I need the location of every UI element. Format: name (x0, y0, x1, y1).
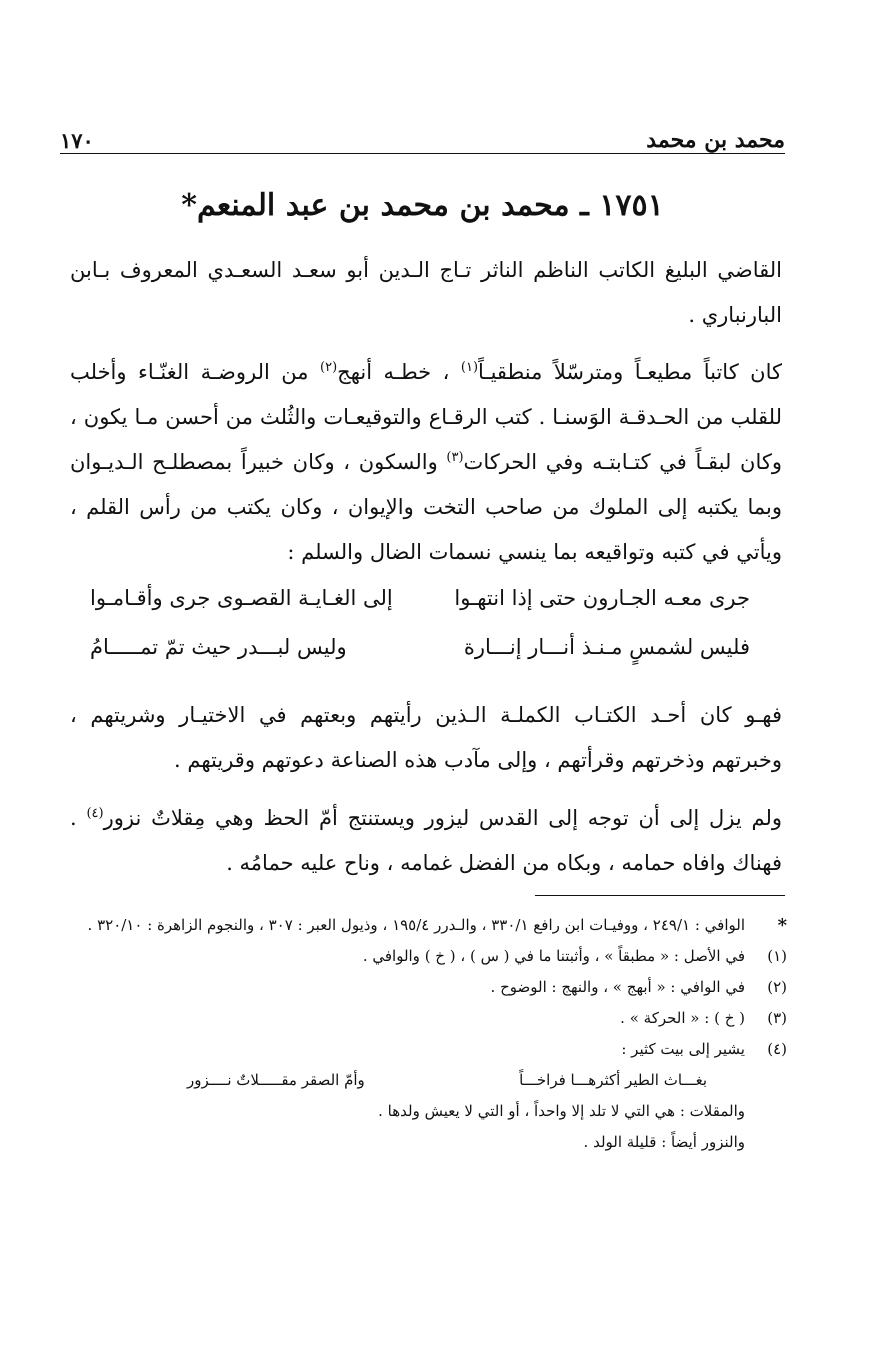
text-run: كان كاتباً مطيعـاً ومترسّلاً منطقيـاً (478, 360, 782, 384)
footnotes (62, 910, 787, 1158)
verse-hemistich-second: وأمّ الصقر مقـــــلاتٌ نــــزور (187, 1071, 365, 1089)
footnote-ref-1: (١) (460, 360, 479, 375)
verse-hemistich-first: بغـــاث الطير أكثرهـــا فراخـــاً (519, 1071, 707, 1089)
footnote-ref-4: (٤) (86, 806, 104, 821)
paragraph-intro (70, 248, 782, 338)
footnote-1 (62, 941, 787, 972)
footnote-marker: * (777, 915, 787, 936)
footnote-sources (62, 910, 787, 941)
footnote-3 (62, 1003, 787, 1034)
footnote-number: (٣) (767, 1009, 787, 1027)
footnote-text: ( خ ) : « الحركة » . (620, 1009, 745, 1027)
header-rule (60, 153, 785, 154)
footnote-text: يشير إلى بيت كثير : (621, 1040, 745, 1058)
footnote-4-gloss-2: والنزور أيضاً : قليلة الولد . (583, 1133, 745, 1151)
paragraph-text: القاضي البليغ الكاتب الناظم الناثر تـاج الـدين أبو سعـد السعـدي المعروف بـابن البارنباري . (70, 258, 782, 327)
running-header (60, 113, 785, 153)
footnote-text: الوافي : ٢٤٩/١ ، ووفيـات ابن رافع ٣٣٠/١ ، والـدرر ١٩٥/٤ ، وذيول العبر : ٣٠٧ ، والنجوم الزاهرة : ٣٢٠/١٠ . (87, 916, 745, 934)
paragraph-description (70, 350, 782, 575)
paragraph-text: فهـو كان أحـد الكتـاب الكملـة الـذين رأيتهم وبعتهم في الاختيـار وشريتهم ، وخبرتهم وذخرتهم وقرأتهم ، وإلى مآدب هذه الصناعة دعوتهم وقريتهم . (70, 703, 783, 772)
verse-hemistich-first: جرى معـه الجـارون حتى إذا انتهـوا (454, 586, 750, 610)
verse-line-2 (90, 635, 750, 675)
running-title: محمد بن محمد (646, 127, 785, 153)
paragraph-text (70, 796, 782, 886)
footnote-number: (٤) (767, 1040, 787, 1058)
footnote-4-gloss-1: والمقلات : هي التي لا تلد إلا واحداً ، أو التي لا يعيش ولدها . (378, 1102, 745, 1120)
paragraph-praise (70, 693, 782, 783)
page-number: ١٧٠ (60, 128, 94, 153)
footnote-4-verse (187, 1065, 787, 1096)
text-run: . فهناك وافاه حمامه ، وبكاه من الفضل غمامه ، وناح عليه حمامُه . (70, 806, 782, 875)
entry-title: ١٧٥١ ـ محمد بن محمد بن عبد المنعم* (181, 188, 664, 223)
footnote-number: (٢) (767, 978, 787, 996)
verse-hemistich-first: فليس لشمسٍ مـنـذ أنـــار إنـــارة (463, 635, 750, 659)
paragraph-text (70, 350, 782, 575)
verse-hemistich-second: إلى الغـايـة القصـوى جرى وأقـامـوا (90, 586, 393, 610)
text-run: والسكون ، وكان خبيراً بمصطلـح الـديـوان وبما يكتبه إلى الملوك من صاحب التخت والإيوان ، وكان يكتب من رأس القلم ، ويأتي في كتبه وتواقيعه بما ينسي نسمات الضال والسلم : (70, 450, 782, 564)
paragraph-death (70, 796, 782, 886)
footnote-text: في الوافي : « أبهج » ، والنهج : الوضوح . (490, 978, 745, 996)
text-run: ، خطـه أنهج (337, 360, 461, 384)
text-run: ولم يزل إلى أن توجه إلى القدس ليزور ويستنتج أمّ الحظ وهي مِقلاتٌ نزور (103, 806, 782, 830)
footnote-ref-2: (٢) (320, 360, 338, 375)
text-run: من الروضـة الغنّـاء وأخلب للقلب من الحـدقـة الوَسنـا . كتب الرقـاع والتوقيعـات والثُلث من أحسن مـا يكون ، وكان لبقـاً في كتـابتـه وفي الحركات (70, 360, 783, 474)
verse-hemistich-second: وليس لبـــدر حيث تمّ تمـــــامُ (90, 635, 347, 659)
footnote-text: في الأصل : « مطبقاً » ، وأثبتنا ما في ( س ) ، ( خ ) والوافي . (362, 947, 745, 965)
footnote-ref-3: (٣) (446, 450, 464, 465)
verse-line-1 (90, 586, 750, 626)
footnote-4 (62, 1034, 787, 1065)
footnote-2 (62, 972, 787, 1003)
footnote-rule (535, 895, 785, 896)
footnote-number: (١) (767, 947, 787, 965)
